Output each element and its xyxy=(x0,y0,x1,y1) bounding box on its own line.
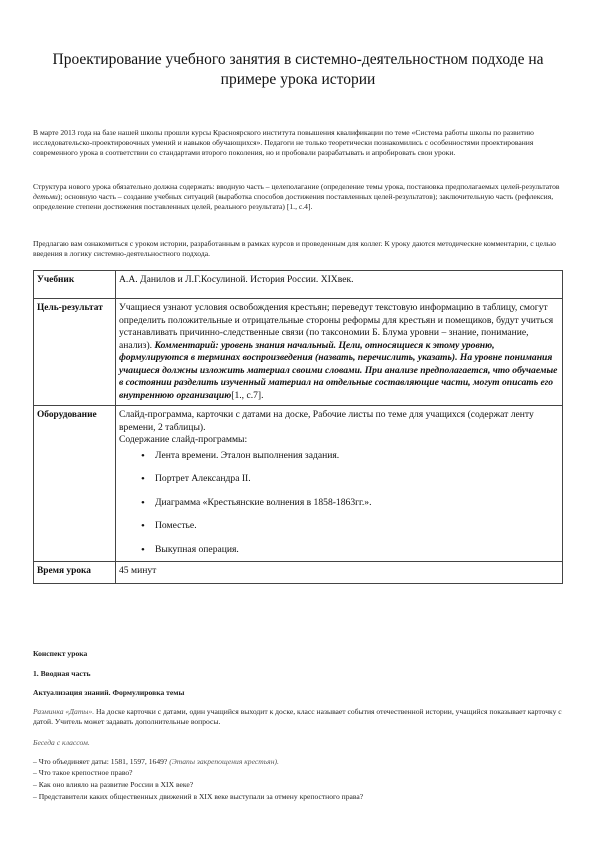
intro-p2-after: ); основную часть – создание учебных ситуаций (выработка способов достижения поставленных целей-результатов); заключительную часть (рефлексия, определение степени достижения поставленных целей, реального результата) [1., с.4]. xyxy=(33,192,554,211)
goal-text: Учащиеся узнают условия освобождения крестьян; переведут текстовую информацию в таблицу, смогут определить положительные и отрицательные стороны реформы для крестьян и помещиков, будут учиться устанавливать причинно-следственные связи (по таксономии Б. Блума уровни – знание, понимание, анализ). xyxy=(119,302,554,351)
table-label-time: Время урока xyxy=(34,562,116,584)
outline-heading: Конспект урока xyxy=(33,649,88,658)
question-1-text: – Что объединяет даты: 1581, 1597, 1649? xyxy=(33,757,170,766)
table-row xyxy=(34,299,563,406)
list-item: • Лента времени. Эталон выполнения задания. xyxy=(143,450,559,463)
intro-p2-italic: детьми xyxy=(33,192,58,201)
question-3: – Как оно влияло на развитие России в XIX веке? xyxy=(33,780,194,789)
intro-p2-before: Структура нового урока обязательно должна содержать: вводную часть – целеполагание (определение темы урока, постановка предполагаемых целей-результатов xyxy=(33,182,560,191)
question-1-note: (Этапы закрепощения крестьян). xyxy=(169,757,279,766)
question-4: – Представители каких общественных движений в XIX веке выступали за отмену крепостного права? xyxy=(33,792,364,801)
equipment-text: Слайд-программа, карточки с датами на доске, Рабочие листы по теме для учащихся (содержат ленту времени, 2 таблицы). xyxy=(119,409,534,433)
intro-paragraph-3: Предлагаю вам ознакомиться с уроком истории, разработанным в рамках курсов и проведенным для коллег. К уроку даются методические комментарии, с целью введения в логику системно-деятельностного подхода. xyxy=(33,239,556,258)
list-item: • Выкупная операция. xyxy=(143,544,559,557)
table-row xyxy=(34,562,563,584)
lesson-table xyxy=(33,270,563,584)
warmup-label: Разминка «Даты». xyxy=(33,707,95,716)
title-line-2: примере урока истории xyxy=(220,71,376,88)
title-line-1: Проектирование учебного занятия в системно-деятельностном подходе на xyxy=(52,51,544,68)
warmup-paragraph xyxy=(33,707,563,727)
goal-reference: [1., с.7]. xyxy=(231,389,264,401)
table-value-equipment xyxy=(116,406,563,562)
table-label-equipment: Оборудование xyxy=(34,406,116,562)
outline-section: Актуализация знаний. Формулировка темы xyxy=(33,688,185,697)
table-value-time: 45 минут xyxy=(116,562,563,584)
slides-list xyxy=(143,450,559,557)
table-value-textbook: А.А. Данилов и Л.Г.Косулиной. История России. XIXвек. xyxy=(116,271,563,299)
list-item: • Портрет Александра II. xyxy=(143,473,559,486)
intro-paragraph-2 xyxy=(33,182,563,212)
talk-heading: Беседа с классом. xyxy=(33,738,90,747)
table-row xyxy=(34,406,563,562)
table-label-goal: Цель-результат xyxy=(34,299,116,406)
table-row xyxy=(34,271,563,299)
list-item: • Диаграмма «Крестьянские волнения в 1858-1863гг.». xyxy=(143,497,559,510)
list-item: • Поместье. xyxy=(143,520,559,533)
intro-paragraph-1: В марте 2013 года на базе нашей школы прошли курсы Красноярского института повышения квалификации по теме «Система работы школы по развитию исследовательско-проектировочных умений и навыков обучающихся». Педагоги не только теоретически познакомились с особенностями проектирования современного урока в соответствии со стандартами второго поколения, но и пробовали разрабатывать и апробировать свои уроки. xyxy=(33,128,534,157)
question-2: – Что такое крепостное право? xyxy=(33,768,133,777)
warmup-text: На доске карточки с датами, один учащийся выходит к доске, класс называет события отечественной истории, учащийся показывает карточку с датой. Учитель может задавать дополнительные вопросы. xyxy=(33,707,562,726)
table-label-textbook: Учебник xyxy=(34,271,116,299)
slides-heading: Содержание слайд-программы: xyxy=(119,434,248,445)
goal-comment: Комментарий: уровень знания начальный. Цели, относящиеся к этому уровню, формулируются в терминах воспроизведения (назвать, перечислить, указать). На уровне понимания учащиеся должны изложить материал своими словами. При анализе предполагается, что обучаемые в состоянии разделить изученный материал на отдельные составляющие части, могут описать его внутреннюю организацию xyxy=(119,339,558,401)
document-title xyxy=(28,50,568,90)
table-value-goal xyxy=(116,299,563,406)
question-1 xyxy=(33,757,563,767)
outline-part-1: 1. Вводная часть xyxy=(33,669,91,678)
